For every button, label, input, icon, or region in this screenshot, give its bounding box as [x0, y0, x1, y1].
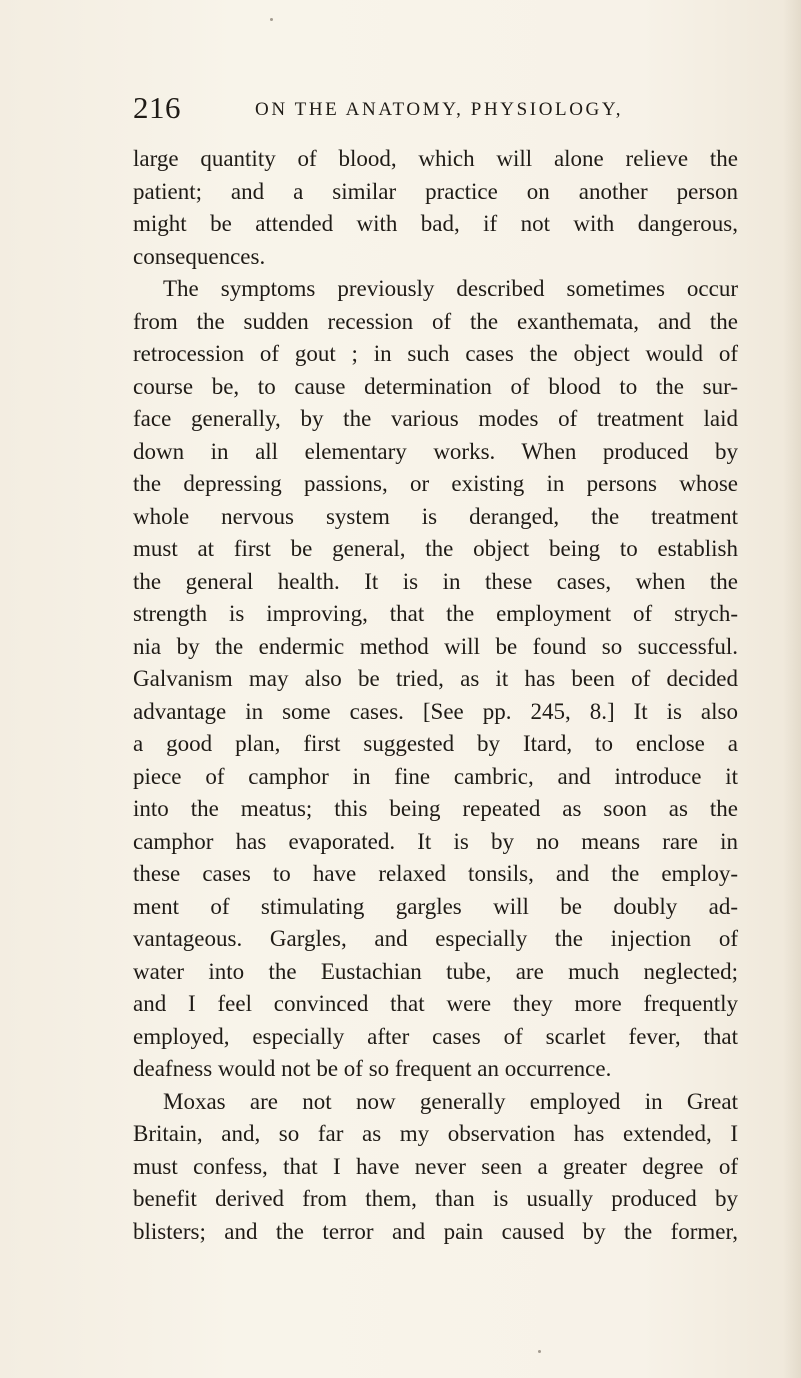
text-line: retrocession of gout ; in such cases the object would of [133, 341, 738, 366]
page-number: 216 [133, 90, 181, 125]
text-line: from the sudden recession of the exanthemata, and the [133, 308, 738, 334]
text-line: the depressing passions, or existing in persons whose [133, 471, 738, 496]
running-head: ON THE ANATOMY, PHYSIOLOGY, [255, 99, 624, 120]
text-line: large quantity of blood, which will alone relieve the [133, 146, 738, 171]
text-line: course be, to cause determination of blood to the sur- [133, 373, 738, 399]
text-line: might be attended with bad, if not with dangerous, [133, 211, 738, 236]
text-line: piece of camphor in fine cambric, and introduce it [133, 763, 738, 789]
text-line: the general health. It is in these cases, when the [133, 568, 738, 594]
text-line: Britain, and, so far as my observation has extended, I [133, 1121, 738, 1146]
text-line: strength is improving, that the employment of strych- [133, 601, 738, 626]
page-edge-shadow [783, 0, 801, 1378]
text-line: and I feel convinced that were they more frequently [133, 991, 738, 1016]
text-line: consequences. [133, 243, 266, 269]
text-line: must at first be general, the object being to establish [133, 536, 738, 561]
text-line: deafness would not be of so frequent an occurrence. [133, 1056, 612, 1081]
text-line: into the meatus; this being repeated as soon as the [133, 796, 738, 821]
text-line: blisters; and the terror and pain caused by the former, [133, 1218, 738, 1244]
paragraph-start-line: The symptoms previously described sometimes occur [163, 276, 738, 301]
text-line: water into the Eustachian tube, are much neglected; [133, 958, 738, 984]
text-line: employed, especially after cases of scarlet fever, that [133, 1023, 738, 1049]
body-text [133, 143, 738, 1248]
page-header [133, 88, 713, 128]
text-line: whole nervous system is deranged, the treatment [133, 503, 738, 529]
text-line: patient; and a similar practice on another person [133, 178, 738, 204]
paper-speck [538, 1350, 541, 1353]
text-line: benefit derived from them, than is usually produced by [133, 1186, 738, 1211]
text-line: Galvanism may also be tried, as it has been of decided [133, 666, 738, 691]
text-line: camphor has evaporated. It is by no means rare in [133, 828, 738, 854]
text-line: these cases to have relaxed tonsils, and the employ- [133, 861, 738, 886]
text-line: nia by the endermic method will be found so successful. [133, 633, 738, 659]
text-line: a good plan, first suggested by Itard, to enclose a [133, 731, 738, 756]
text-line: vantageous. Gargles, and especially the injection of [133, 926, 738, 951]
text-line: must confess, that I have never seen a greater degree of [133, 1153, 738, 1179]
text-line: face generally, by the various modes of treatment laid [133, 406, 738, 431]
text-line: advantage in some cases. [See pp. 245, 8.] It is also [133, 698, 738, 724]
paper-speck [270, 18, 273, 21]
paragraph-start-line: Moxas are not now generally employed in Great [163, 1088, 738, 1114]
text-line: ment of stimulating gargles will be doubly ad- [133, 893, 738, 919]
text-line: down in all elementary works. When produced by [133, 438, 738, 464]
